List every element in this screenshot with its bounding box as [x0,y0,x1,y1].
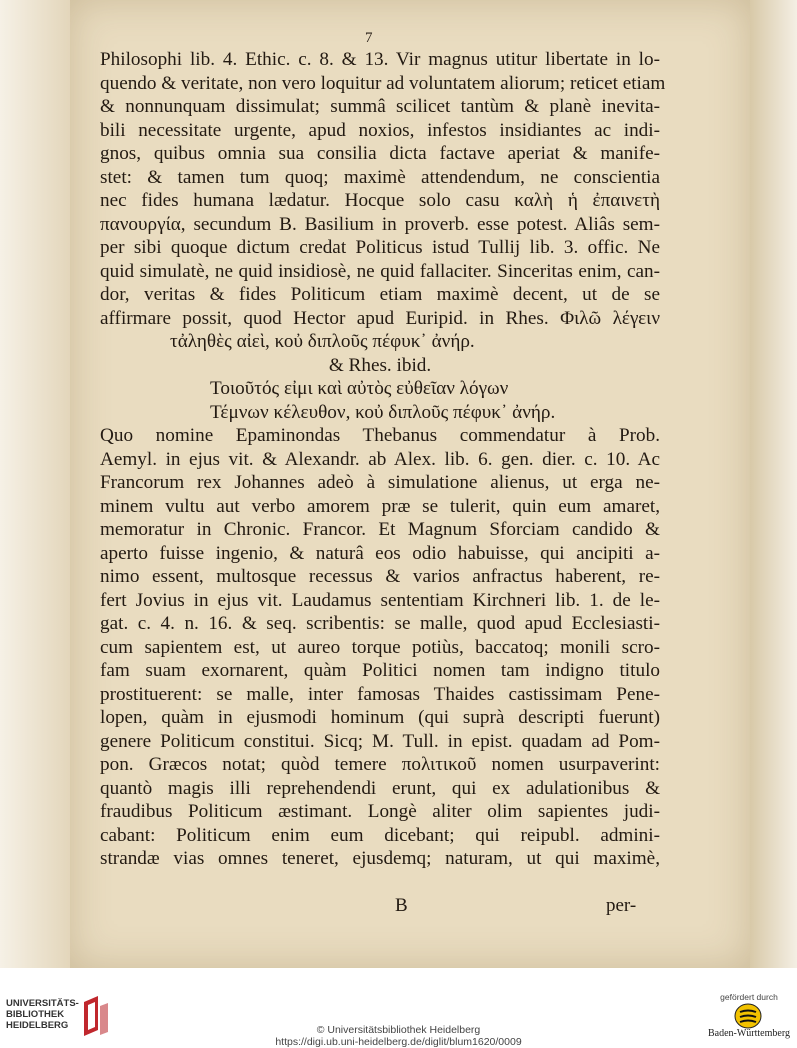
text-line: genere Politicum constitui. Sicq; M. Tull. in epist. quadam ad Pom- [100,730,660,752]
text-line: πανουργία, secundum B. Basilium in proverb. esse potest. Aliâs sem- [100,213,660,235]
library-name-line: HEIDELBERG [6,1020,69,1031]
page-edge [750,0,797,968]
library-name-line: UNIVERSITÄTS- [6,998,79,1009]
text-line: cum sapientem est, ut aureo torque potiùs, baccatoq; monili scro- [100,636,660,658]
text-line: Philosophi lib. 4. Ethic. c. 8. & 13. Vir magnus utitur libertate in lo- [100,49,660,70]
verse-citation: & Rhes. ibid. [328,354,432,376]
signature-mark: B [395,895,408,916]
copyright-notice [0,1024,797,1048]
text-line: minem vultu aut verbo amorem præ se tulerit, quin eum amaret, [100,495,660,517]
greek-verse: Τοιοῦτός εἰμι καὶ αὐτὸς εὐθεῖαν λόγων [210,378,509,399]
library-name-line: BIBLIOTHEK [6,1009,65,1020]
text-line: gnos, quibus omnia sua consilia dicta factave aperiat & manife- [100,143,660,164]
text-line: aperto fuisse ingenio, & naturâ eos odio habuisse, qui ancipiti a- [100,542,660,564]
page-number: 7 [365,30,373,46]
text-line: & nonnunquam dissimulat; summâ scilicet tantùm & planè inevita- [100,96,660,117]
text-line: Francorum rex Johannes adeò à simulatione alienus, ut erga ne- [100,472,660,493]
text-line: dor, veritas & fides Politicum etiam maximè decent, ut de se [100,284,660,305]
body-text [100,48,666,871]
text-line: memoratur in Chronic. Francor. Et Magnum Sforciam candido & [100,519,660,540]
text-line: fert Jovius in ejus vit. Laudamus sententiam Kirchneri lib. 1. de le- [100,589,660,611]
funded-by-label: gefördert durch [720,992,778,1002]
text-line: strandæ vias omnes teneret, ejusdemq; naturam, ut qui maximè, [100,848,660,869]
text-line: pon. Græcos notat; quòd temere πολιτικοῦ nomen usurpaverint: [100,754,660,775]
text-line: Aemyl. in ejus vit. & Alexandr. ab Alex. lib. 6. gen. dier. c. 10. Ac [100,448,660,470]
text-line: bili necessitate urgente, apud noxios, infestos insidiantes ac indi- [100,119,660,141]
text-line: stet: & tamen tum quoq; maximè attendendum, ne conscientia [100,166,660,188]
text-line: cabant: Politicum enim eum dicebant; qui reipubl. admini- [100,824,660,846]
text-line: affirmare possit, quod Hector apud Euripid. in Rhes. Φιλῶ λέγειν [100,307,660,329]
text-line: quid simulatè, ne quid insidiosè, ne quid fallaciter. Sinceritas enim, can- [100,260,660,282]
text-line: per sibi quoque dictum credat Politicus istud Tullij lib. 3. offic. Ne [100,237,660,258]
text-line: nimo essent, multosque recessus & varios anfractus haberent, re- [100,566,660,587]
permalink[interactable]: https://digi.ub.uni-heidelberg.de/diglit/blum1620/0009 [275,1036,522,1048]
text-line: lopen, quàm in ejusmodi hominum (qui suprà descripti fuerunt) [100,707,660,728]
text-line: quantò magis illi reprehendendi erunt, qui ex adulationibus & [100,777,660,799]
greek-verse: Τέμνων κέλευθον, κοὐ διπλοῦς πέφυκ᾽ ἀνήρ. [210,401,556,423]
coat-of-arms-icon [734,1003,762,1029]
text-line: fraudibus Politicum æstimant. Longè aliter olim sapientes judi- [100,801,660,822]
copyright-text: © Universitätsbibliothek Heidelberg [316,1024,481,1036]
text-line: fam suam exornarent, quàm Politici nomen tam indigno titulo [100,660,660,681]
text-line: gat. c. 4. n. 16. & seq. scribentis: se malle, quod apud Ecclesiasti- [100,613,660,634]
book-gutter [0,0,70,968]
catchword: per- [606,895,637,916]
text-line: quendo & veritate, non vero loquitur ad voluntatem aliorum; reticet etiam [100,72,666,94]
text-line: nec fides humana lædatur. Hocque solo casu καλὴ ἡ ἐπαινετὴ [100,190,660,211]
text-line: prostituerent: se malle, inter famosas Thaides castissimam Pene- [100,683,660,705]
greek-verse: τἀληθὲς αἰεὶ, κοὐ διπλοῦς πέφυκ᾽ ἀνήρ. [170,331,475,352]
text-line: Quo nomine Epaminondas Thebanus commendatur à Prob. [100,425,660,446]
funder-name: Baden-Württemberg [707,1028,790,1039]
